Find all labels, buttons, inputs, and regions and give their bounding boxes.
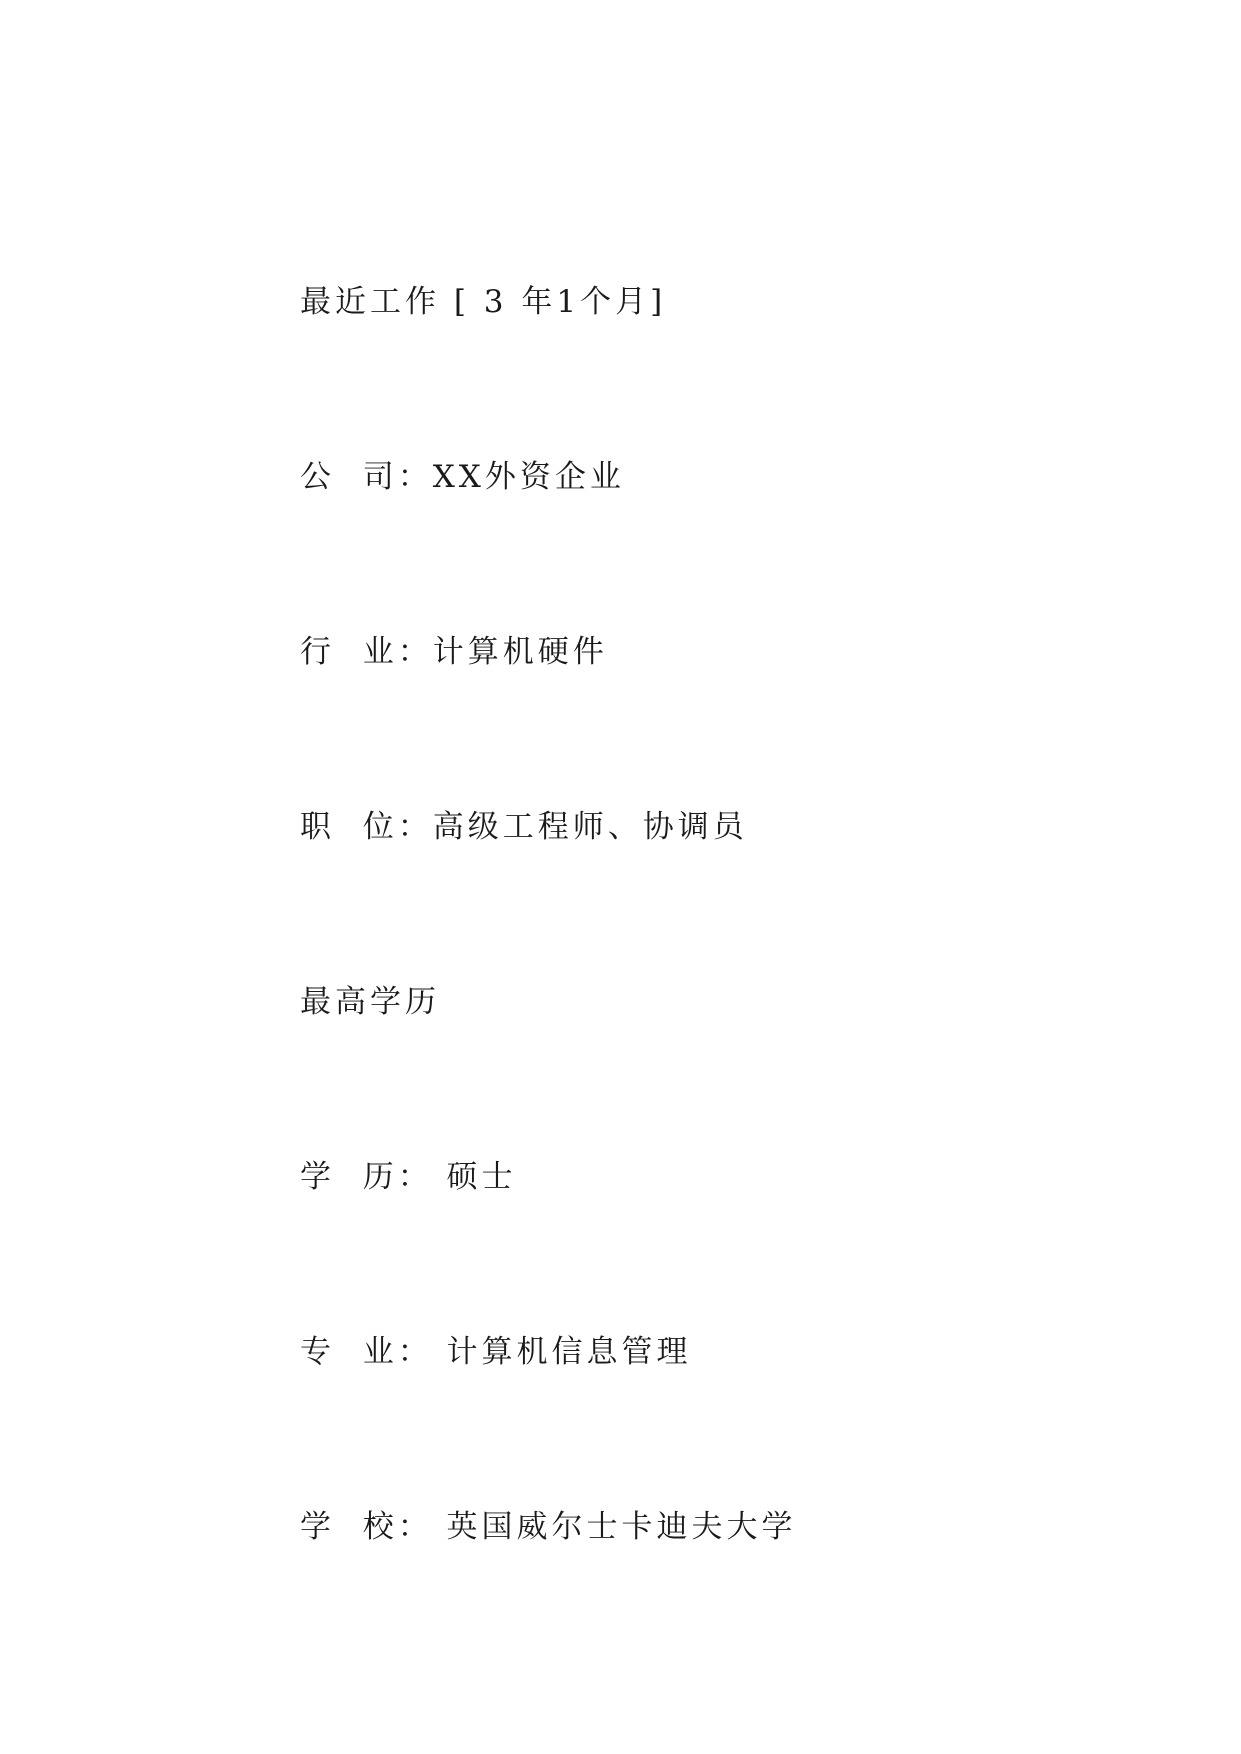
industry-line: 行 业：计算机硬件 — [300, 634, 608, 670]
position-line: 职 位：高级工程师、协调员 — [300, 809, 748, 845]
recent-work-heading: 最近工作 [ 3 年1个月] — [300, 284, 667, 320]
highest-education-heading: 最高学历 — [300, 984, 440, 1020]
major-line: 专 业： 计算机信息管理 — [300, 1334, 692, 1370]
school-line: 学 校： 英国威尔士卡迪夫大学 — [300, 1509, 797, 1545]
company-line: 公 司：XX外资企业 — [300, 459, 625, 495]
degree-line: 学 历： 硕士 — [300, 1159, 517, 1195]
